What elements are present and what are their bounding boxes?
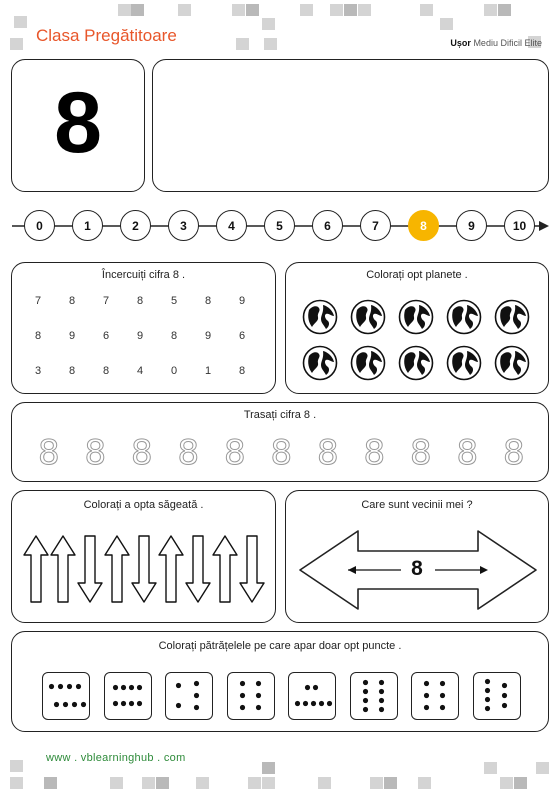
domino-dots bbox=[166, 673, 211, 718]
arrow-down-icon bbox=[239, 535, 265, 603]
grid-digit: 7 bbox=[102, 295, 110, 307]
globe-icon bbox=[350, 299, 386, 335]
domino-dots bbox=[474, 673, 519, 718]
grid-digit: 8 bbox=[102, 365, 110, 377]
grid-digit: 8 bbox=[34, 330, 42, 342]
grid-digit: 8 bbox=[68, 295, 76, 307]
domino-tile bbox=[104, 672, 152, 720]
arrow-down-icon bbox=[77, 535, 103, 603]
hero-digit-box bbox=[11, 59, 145, 192]
globe-icon bbox=[302, 299, 338, 335]
domino-dots bbox=[412, 673, 457, 718]
domino-tile bbox=[42, 672, 90, 720]
domino-tile bbox=[350, 672, 398, 720]
grid-digit: 6 bbox=[238, 330, 246, 342]
trace-digit: 8 bbox=[410, 433, 432, 473]
neighbors-title: Care sunt vecinii mei ? bbox=[361, 499, 473, 511]
neighbors-number: 8 bbox=[411, 557, 423, 580]
trace-digit: 8 bbox=[38, 433, 60, 473]
trace-digit: 8 bbox=[503, 433, 525, 473]
circle-digit-panel bbox=[11, 262, 276, 394]
grid-digit: 9 bbox=[204, 330, 212, 342]
globe-icon bbox=[494, 345, 530, 381]
grid-digit: 8 bbox=[238, 365, 246, 377]
arrow-down-icon bbox=[185, 535, 211, 603]
grid-digit: 7 bbox=[34, 295, 42, 307]
domino-tile bbox=[473, 672, 521, 720]
neighbors-panel bbox=[285, 490, 549, 623]
trace-digit: 8 bbox=[456, 433, 479, 473]
difficulty-levels bbox=[450, 38, 542, 48]
domino-dots bbox=[351, 673, 396, 718]
grid-digit: 5 bbox=[170, 295, 178, 307]
globe-icon bbox=[446, 345, 482, 381]
grid-digit: 9 bbox=[68, 330, 76, 342]
grid-digit: 8 bbox=[136, 295, 144, 307]
grid-digit: 1 bbox=[204, 365, 212, 377]
grid-digit: 3 bbox=[34, 365, 42, 377]
circle-digit-title: Încercuiți cifra 8 . bbox=[101, 269, 186, 281]
globe-icon bbox=[446, 299, 482, 335]
domino-dots bbox=[289, 673, 334, 718]
domino-tile bbox=[165, 672, 213, 720]
globe-icon bbox=[302, 345, 338, 381]
trace-panel bbox=[11, 402, 549, 482]
globe-icon bbox=[398, 345, 434, 381]
number-circle: 10 bbox=[504, 210, 535, 241]
trace-digit: 8 bbox=[363, 433, 386, 473]
number-circle: 1 bbox=[72, 210, 103, 241]
number-circle: 5 bbox=[264, 210, 295, 241]
number-circle: 4 bbox=[216, 210, 247, 241]
footer-url: www . vblearninghub . com bbox=[46, 752, 186, 764]
grid-digit: 0 bbox=[170, 365, 178, 377]
arrows-panel bbox=[11, 490, 276, 623]
trace-digit: 8 bbox=[224, 433, 246, 473]
number-circle: 8 bbox=[408, 210, 439, 241]
hero-digit: 8 bbox=[54, 75, 102, 171]
arrow-up-icon bbox=[23, 535, 49, 603]
grid-digit: 9 bbox=[238, 295, 246, 307]
domino-dots bbox=[105, 673, 150, 718]
domino-tile bbox=[288, 672, 336, 720]
grid-digit: 8 bbox=[170, 330, 178, 342]
domino-title: Colorați pătrățelele pe care apar doar opt puncte . bbox=[158, 640, 402, 652]
globe-icon bbox=[398, 299, 434, 335]
arrow-up-icon bbox=[104, 535, 130, 603]
arrow-up-icon bbox=[212, 535, 238, 603]
level-medium: Mediu bbox=[473, 38, 498, 48]
globe-icon bbox=[350, 345, 386, 381]
arrow-up-icon bbox=[50, 535, 76, 603]
arrow-head-icon bbox=[539, 221, 549, 231]
number-circle: 6 bbox=[312, 210, 343, 241]
trace-title: Trasați cifra 8 . bbox=[243, 409, 317, 421]
arrow-down-icon bbox=[131, 535, 157, 603]
domino-tile bbox=[227, 672, 275, 720]
grid-digit: 8 bbox=[204, 295, 212, 307]
grid-digit: 9 bbox=[136, 330, 144, 342]
level-current: Ușor bbox=[450, 38, 471, 48]
number-circle: 2 bbox=[120, 210, 151, 241]
globe-icon bbox=[494, 299, 530, 335]
domino-panel bbox=[11, 631, 549, 732]
planets-panel bbox=[285, 262, 549, 394]
domino-dots bbox=[43, 673, 88, 718]
picture-box bbox=[152, 59, 549, 192]
level-hard: Dificil bbox=[500, 38, 522, 48]
page-title: Clasa Pregătitoare bbox=[36, 26, 177, 45]
trace-digit: 8 bbox=[317, 433, 339, 473]
trace-digit: 8 bbox=[84, 433, 107, 473]
grid-digit: 6 bbox=[102, 330, 110, 342]
trace-digit: 8 bbox=[270, 433, 293, 473]
number-circle: 0 bbox=[24, 210, 55, 241]
number-circle: 9 bbox=[456, 210, 487, 241]
trace-digit: 8 bbox=[177, 433, 200, 473]
number-circle: 3 bbox=[168, 210, 199, 241]
planets-title: Colorați opt planete . bbox=[366, 269, 468, 281]
trace-digit: 8 bbox=[131, 433, 153, 473]
domino-tile bbox=[411, 672, 459, 720]
arrows-title: Colorați a opta săgeată . bbox=[83, 499, 204, 511]
arrow-up-icon bbox=[158, 535, 184, 603]
domino-dots bbox=[228, 673, 273, 718]
level-elite: Elite bbox=[524, 38, 542, 48]
grid-digit: 4 bbox=[136, 365, 144, 377]
grid-digit: 8 bbox=[68, 365, 76, 377]
number-circle: 7 bbox=[360, 210, 391, 241]
